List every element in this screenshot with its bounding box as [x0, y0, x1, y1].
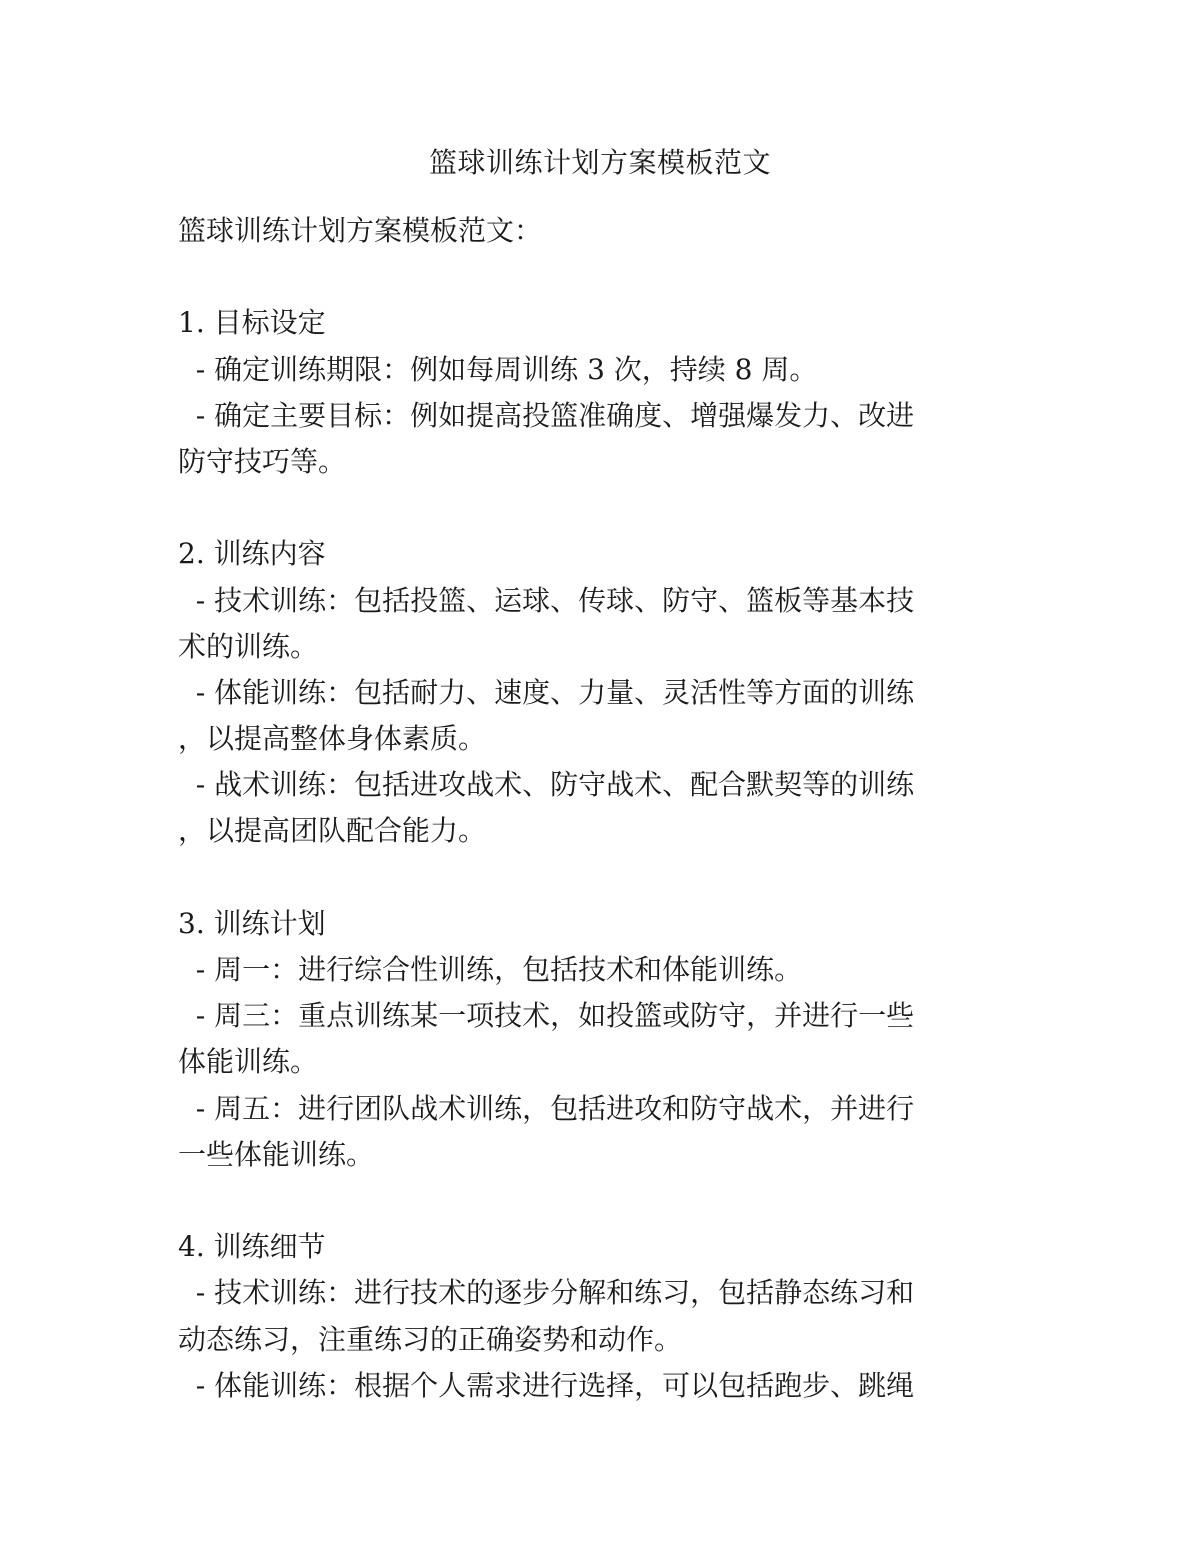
paragraph-line: 术的训练。	[178, 629, 319, 663]
blank-line	[178, 1178, 1006, 1224]
paragraph-line: ，以提高团队配合能力。	[178, 814, 487, 848]
document-title: 篮球训练计划方案模板范文	[428, 146, 771, 179]
section-heading: 4. 训练细节	[178, 1230, 326, 1264]
paragraph-line: 体能训练。	[178, 1045, 319, 1079]
paragraph-line: - 确定训练期限：例如每周训练 3 次，持续 8 周。	[178, 352, 818, 386]
blank-line	[178, 485, 1006, 531]
paragraph-line: - 技术训练：进行技术的逐步分解和练习，包括静态练习和	[178, 1276, 915, 1310]
paragraph-line: - 周五：进行团队战术训练，包括进攻和防守战术，并进行	[178, 1091, 915, 1125]
intro-line: 篮球训练计划方案模板范文：	[178, 214, 543, 247]
section-heading: 1. 目标设定	[178, 306, 326, 340]
paragraph-line: - 技术训练：包括投篮、运球、传球、防守、篮板等基本技	[178, 583, 915, 617]
blank-line	[178, 855, 1006, 901]
paragraph-line: - 确定主要目标：例如提高投篮准确度、增强爆发力、改进	[178, 398, 915, 432]
paragraph-line: ，以提高整体身体素质。	[178, 722, 487, 756]
paragraph-line: - 战术训练：包括进攻战术、防守战术、配合默契等的训练	[178, 768, 915, 802]
paragraph-line: 防守技巧等。	[178, 444, 347, 478]
section-heading: 3. 训练计划	[178, 906, 326, 940]
paragraph-line: - 周三：重点训练某一项技术，如投篮或防守，并进行一些	[178, 999, 915, 1033]
blank-line	[178, 254, 1006, 300]
paragraph-line: 一些体能训练。	[178, 1137, 375, 1171]
paragraph-line: - 体能训练：包括耐力、速度、力量、灵活性等方面的训练	[178, 675, 915, 709]
document-body	[178, 208, 1006, 1409]
paragraph-line: - 周一：进行综合性训练，包括技术和体能训练。	[178, 953, 803, 986]
paragraph-line: - 体能训练：根据个人需求进行选择，可以包括跑步、跳绳	[178, 1368, 915, 1402]
section-heading: 2. 训练内容	[178, 537, 326, 571]
paragraph-line: 动态练习，注重练习的正确姿势和动作。	[178, 1322, 683, 1356]
